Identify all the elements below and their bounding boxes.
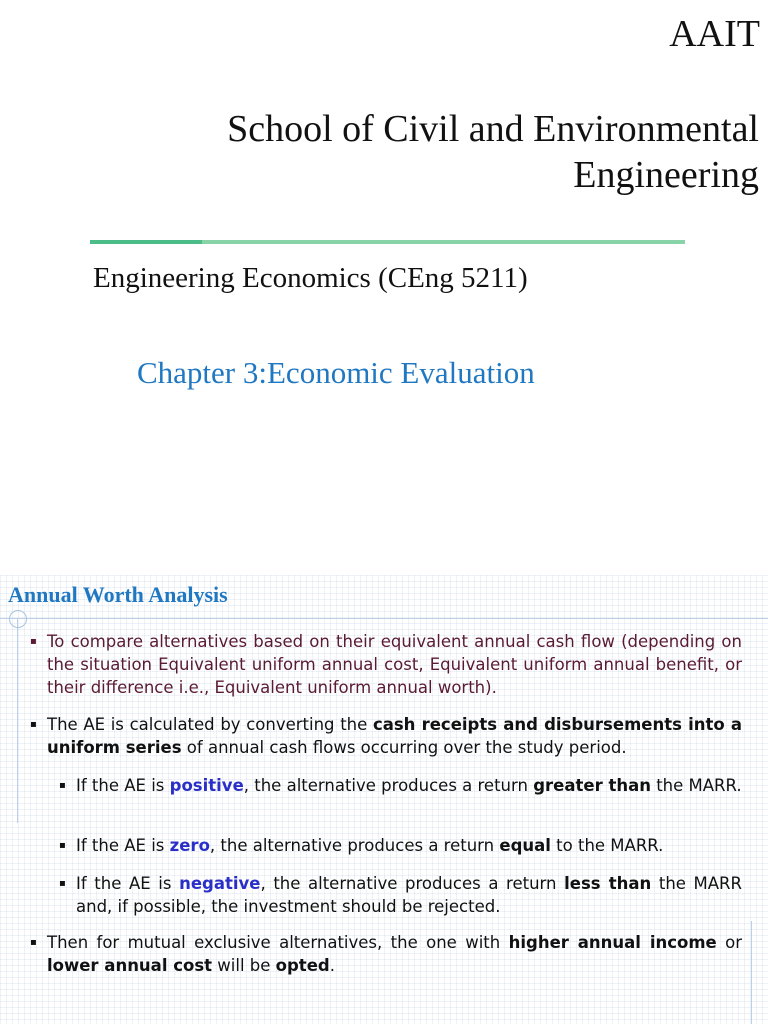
subbullet-ae-positive	[59, 774, 742, 797]
bullet-text: the MARR and, if possible, the investment should be rejected.	[76, 874, 742, 916]
bullet-mutually-exclusive	[30, 931, 743, 977]
bullet-text: If the AE is	[76, 776, 170, 795]
subbullet-ae-zero	[59, 834, 742, 857]
bullet-emphasis: higher annual income	[508, 933, 717, 952]
bullet-text: To compare alternatives based on their equivalent annual cash flow (depending on the situation Equivalent uniform annual cost, Equivalent uniform annual benefit, or their difference i.e., Equivalent uniform annual worth).	[47, 632, 742, 697]
left-guide-line	[17, 618, 18, 823]
bullet-marker-icon: ▪	[30, 719, 37, 730]
bullet-text: of annual cash flows occurring over the study period.	[181, 738, 627, 757]
keyword-negative: negative	[179, 874, 261, 893]
bullet-text: , the alternative produces a return	[243, 776, 534, 795]
chapter-title: Chapter 3:Economic Evaluation	[137, 355, 535, 390]
bullet-text: If the AE is	[76, 836, 170, 855]
bullet-text: , the alternative produces a return	[260, 874, 565, 893]
circle-ornament-icon	[9, 610, 27, 628]
organization-name: AAIT	[669, 13, 760, 55]
bullet-marker-icon: ▪	[59, 840, 66, 851]
bullet-marker-icon: ▪	[59, 780, 66, 791]
bullet-emphasis: less than	[564, 874, 652, 893]
bullet-emphasis: opted	[275, 956, 330, 975]
bullet-emphasis: lower annual cost	[47, 956, 213, 975]
bullet-compare-alternatives	[30, 630, 742, 699]
bullet-marker-icon: ▪	[30, 937, 37, 948]
bullet-emphasis: cash receipts and disbursements into a uniform series	[47, 715, 742, 757]
content-slide	[0, 575, 768, 1024]
bullet-marker-icon: ▪	[30, 636, 37, 647]
title-underline	[0, 618, 768, 619]
bullet-ae-calculation	[30, 713, 742, 759]
course-title: Engineering Economics (CEng 5211)	[93, 262, 528, 294]
bullet-emphasis: equal	[499, 836, 551, 855]
bullet-text: .	[329, 956, 335, 975]
bullet-text: or	[716, 933, 743, 952]
bullet-text: Then for mutual exclusive alternatives, the one with	[47, 933, 509, 952]
right-guide-line	[751, 921, 752, 1024]
bullet-marker-icon: ▪	[59, 878, 66, 889]
slide-heading: Annual Worth Analysis	[8, 582, 228, 607]
bullet-text: to the MARR.	[550, 836, 664, 855]
bullet-text: the MARR.	[650, 776, 742, 795]
bullet-text: If the AE is	[76, 874, 180, 893]
bullet-text: The AE is calculated by converting the	[47, 715, 373, 734]
bullet-text: will be	[212, 956, 276, 975]
school-name: School of Civil and Environmental Engineering	[227, 108, 759, 196]
keyword-zero: zero	[169, 836, 210, 855]
bullet-text: , the alternative produces a return	[209, 836, 500, 855]
subbullet-ae-negative	[59, 872, 742, 918]
bullet-emphasis: greater than	[533, 776, 651, 795]
keyword-positive: positive	[169, 776, 244, 795]
divider-accent	[90, 240, 202, 244]
